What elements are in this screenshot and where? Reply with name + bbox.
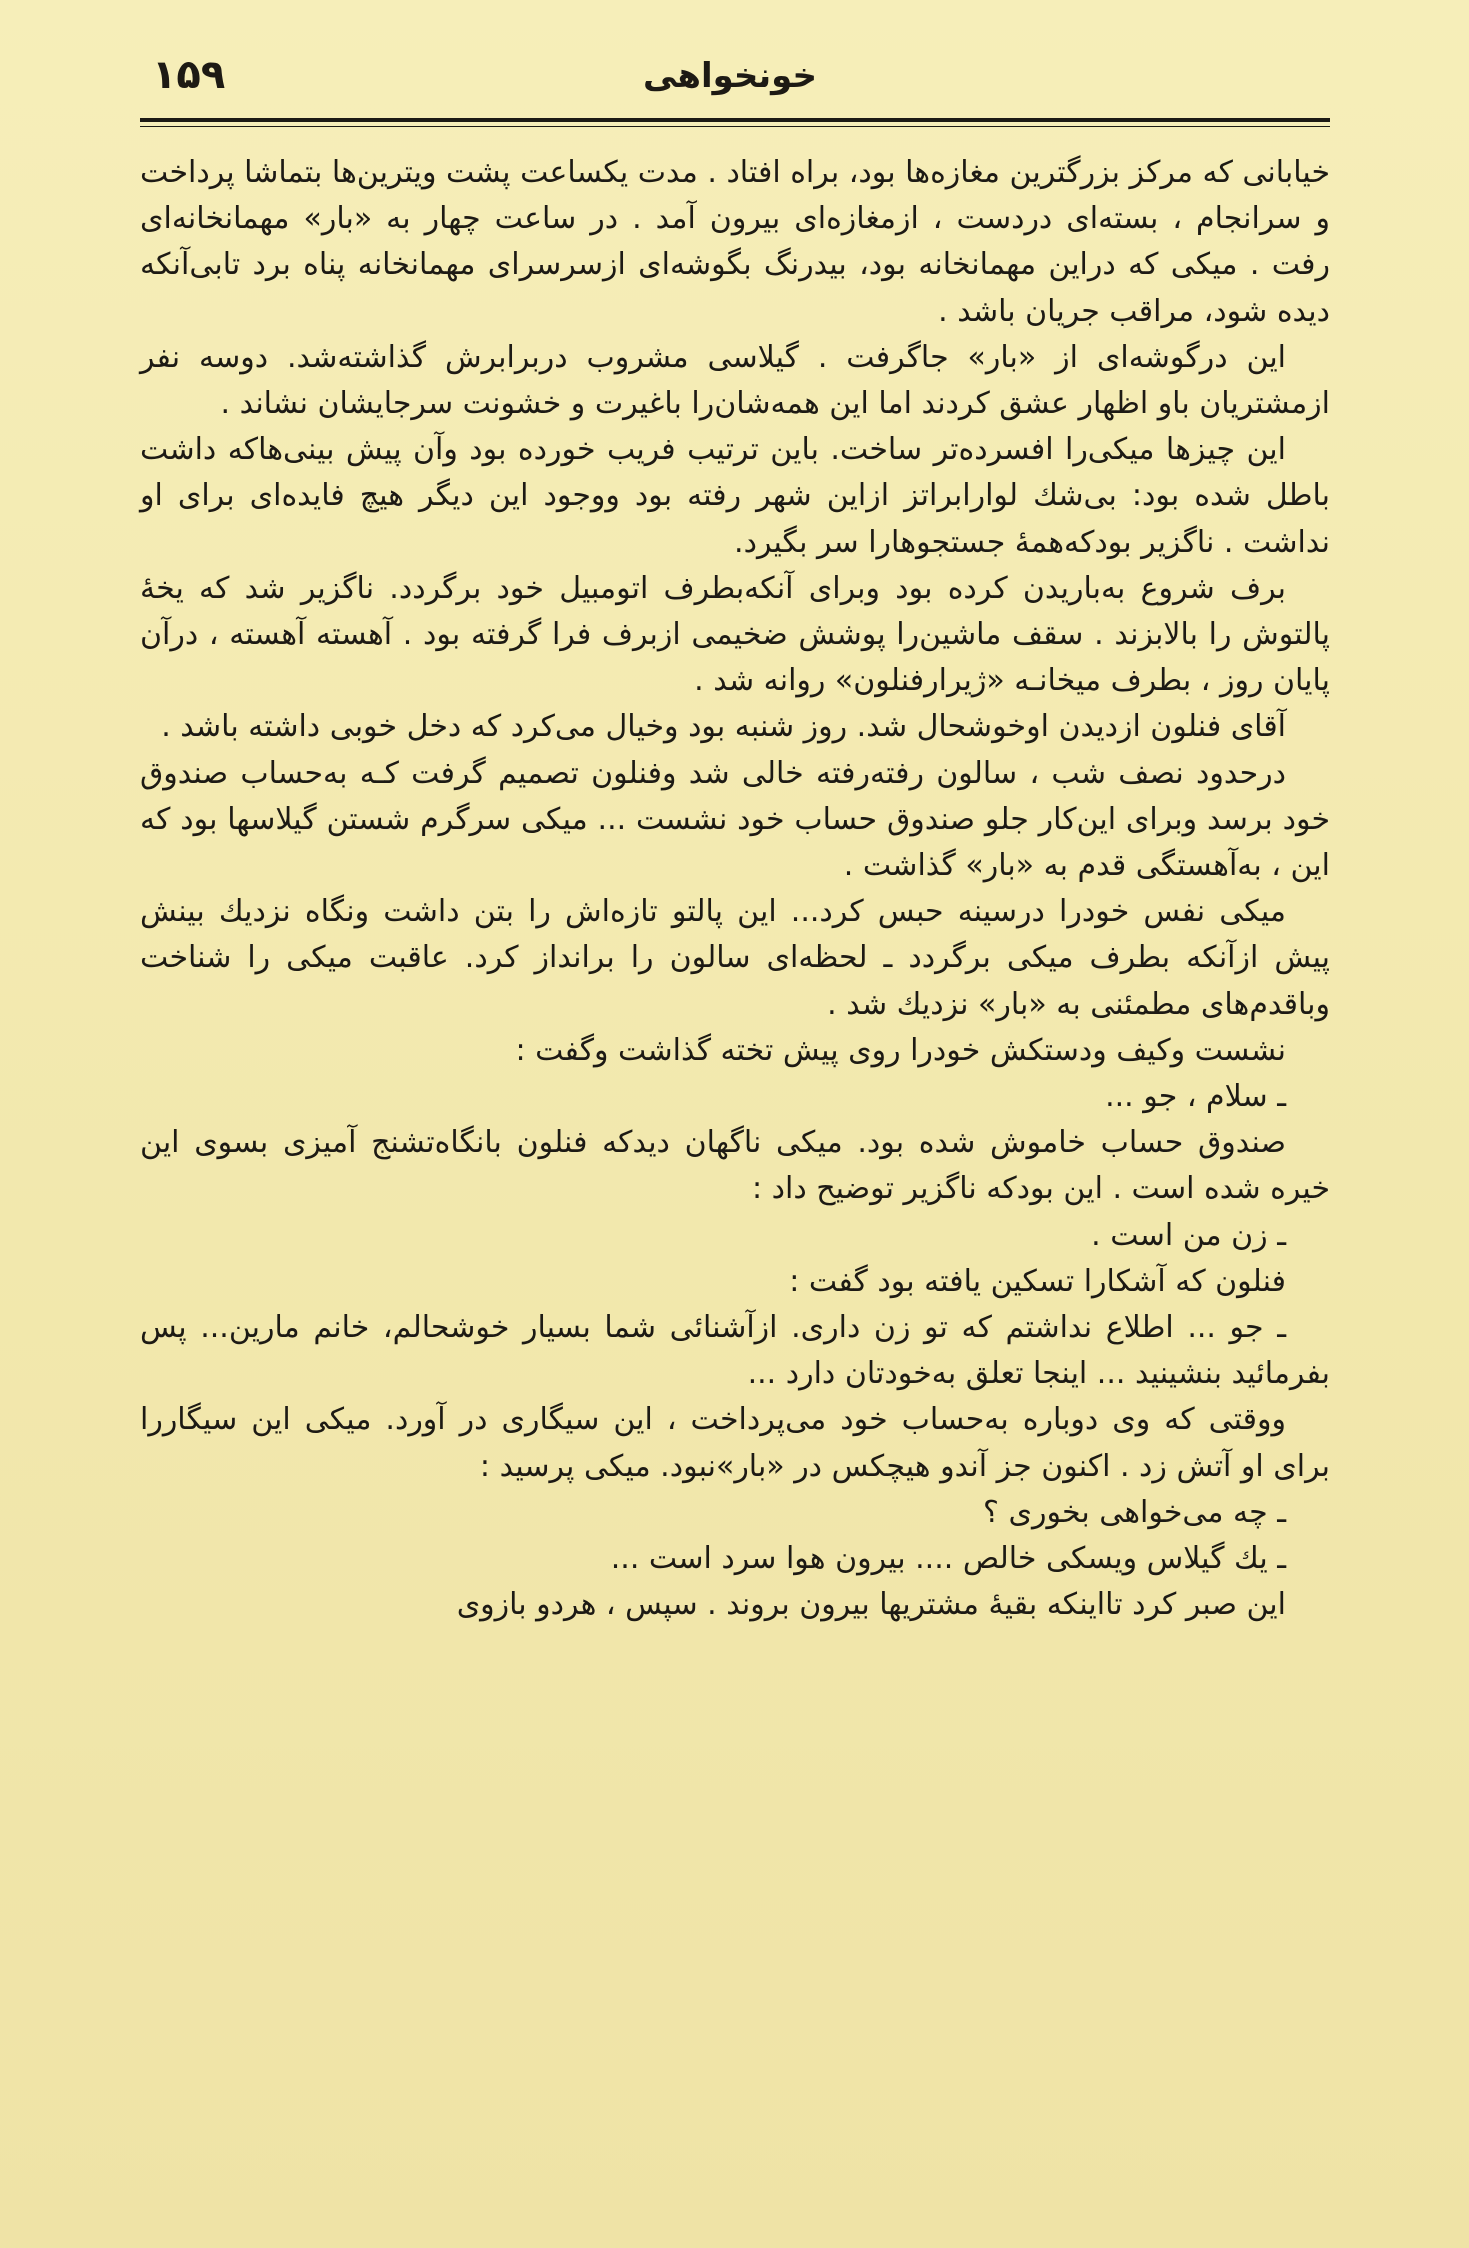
paragraph: این درگوشه‌ای از «بار» جاگرفت . گیلاسی مشروب دربرابرش گذاشته‌شد. دوسه نفر ازمشتریان باو اظهار عشق کردند اما این همه‌شان‌را باغیرت و خشونت سرجایشان نشاند . bbox=[140, 339, 1330, 422]
paragraph: ووقتی که وی دوباره به‌حساب خود می‌پرداخت ، این سیگاری در آورد. میکی این سیگاررا برای او آتش زد . اکنون جز آندو هیچکس در «بار»نبود. میکی پرسید : bbox=[140, 1402, 1330, 1484]
paragraph: این چیزها میکی‌را افسرده‌تر ساخت. باین ترتیب فریب خورده بود وآن پیش بینی‌هاکه داشت باطل شده بود: بی‌شك لوارابراتز ازاین شهر رفته بود ووجود این دیگر هیچ فایده‌ای برای او نداشت . ناگزیر بودکه‌همهٔ جستجوهارا سر بگیرد. bbox=[140, 432, 1330, 560]
body-text bbox=[140, 150, 1330, 1629]
paragraph: صندوق حساب خاموش شده بود. میکی ناگهان دیدکه فنلون بانگاه‌تشنج آمیزی بسوی این خیره شده است . این بودکه ناگزیر توضیح داد : bbox=[140, 1125, 1330, 1207]
paragraph: این صبر کرد تااینکه بقیهٔ مشتریها بیرون بروند . سپس ، هردو بازوی bbox=[456, 1587, 1286, 1623]
paragraph: برف شروع به‌باریدن کرده بود وبرای آنکه‌بطرف اتومبیل خود برگردد. ناگزیر شد که یخهٔ پالتوش را بالابزند . سقف ماشین‌را پوشش ضخیمی ازبرف فرا گرفته بود . آهسته آهسته ، درآن پایان روز ، بطرف میخانـه «ژیرارفنلون» روانه شد . bbox=[140, 570, 1330, 699]
dialogue-line: ـ یك گیلاس ویسکی خالص .... بیرون هوا سرد است ... bbox=[610, 1541, 1286, 1577]
running-title: خونخواهی bbox=[642, 56, 818, 96]
paragraph: میکی نفس خودرا درسینه حبس کرد... این پالتو تازه‌اش را بتن داشت ونگاه نزدیك بینش پیش ازآنکه بطرف میکی برگردد ـ لحظه‌ای سالون را برانداز کرد. عاقبت میکی را شناخت وباقدم‌های مطمئنی به «بار» نزدیك شد . bbox=[140, 894, 1330, 1022]
dialogue-line: ـ سلام ، جو ... bbox=[1105, 1079, 1286, 1115]
header-rule bbox=[140, 118, 1330, 122]
paragraph: درحدود نصف شب ، سالون رفته‌رفته خالی شد وفنلون تصمیم گرفت کـه به‌حساب صندوق خود برسد وبرای این‌کار جلو صندوق حساب خود نشست ... میکی سرگرم شستن گیلاسها بود که این ، به‌آهستگی قدم به «بار» گذاشت . bbox=[140, 755, 1330, 884]
paragraph: فنلون که آشکارا تسکین یافته بود گفت : bbox=[789, 1263, 1286, 1299]
page-number: ۱۵۹ bbox=[152, 52, 226, 98]
page-header bbox=[130, 52, 1330, 122]
paragraph: خیابانی که مرکز بزرگترین مغازه‌ها بود، براه افتاد . مدت یکساعت پشت ویترین‌ها بتماشا پرداخت و سرانجام ، بسته‌ای دردست ، ازمغازه‌ای بیرون آمد . در ساعت چهار به «بار» مهمانخانه‌ای رفت . میکی که دراین مهمانخانه بود، بیدرنگ بگوشه‌ای ازسرسرای مهمانخانه پناه برد تابی‌آنکه دیده شود، مراقب جریان باشد . bbox=[140, 155, 1330, 329]
header-rule-thin bbox=[140, 126, 1330, 127]
dialogue-line: ـ چه می‌خواهی بخوری ؟ bbox=[983, 1494, 1286, 1530]
dialogue-line: ـ زن من است . bbox=[1091, 1217, 1286, 1253]
paragraph: نشست وکیف ودستکش خودرا روی پیش تخته گذاشت وگفت : bbox=[515, 1032, 1286, 1068]
paragraph: آقای فنلون ازدیدن اوخوشحال شد. روز شنبه بود وخیال می‌کرد که دخل خوبی داشته باشد . bbox=[161, 709, 1286, 745]
dialogue-line: ـ جو ... اطلاع نداشتم که تو زن داری. ازآشنائی شما بسیار خوشحالم، خانم مارین... پس بفرمائید بنشینید ... اینجا تعلق به‌خودتان دارد ... bbox=[140, 1310, 1330, 1392]
